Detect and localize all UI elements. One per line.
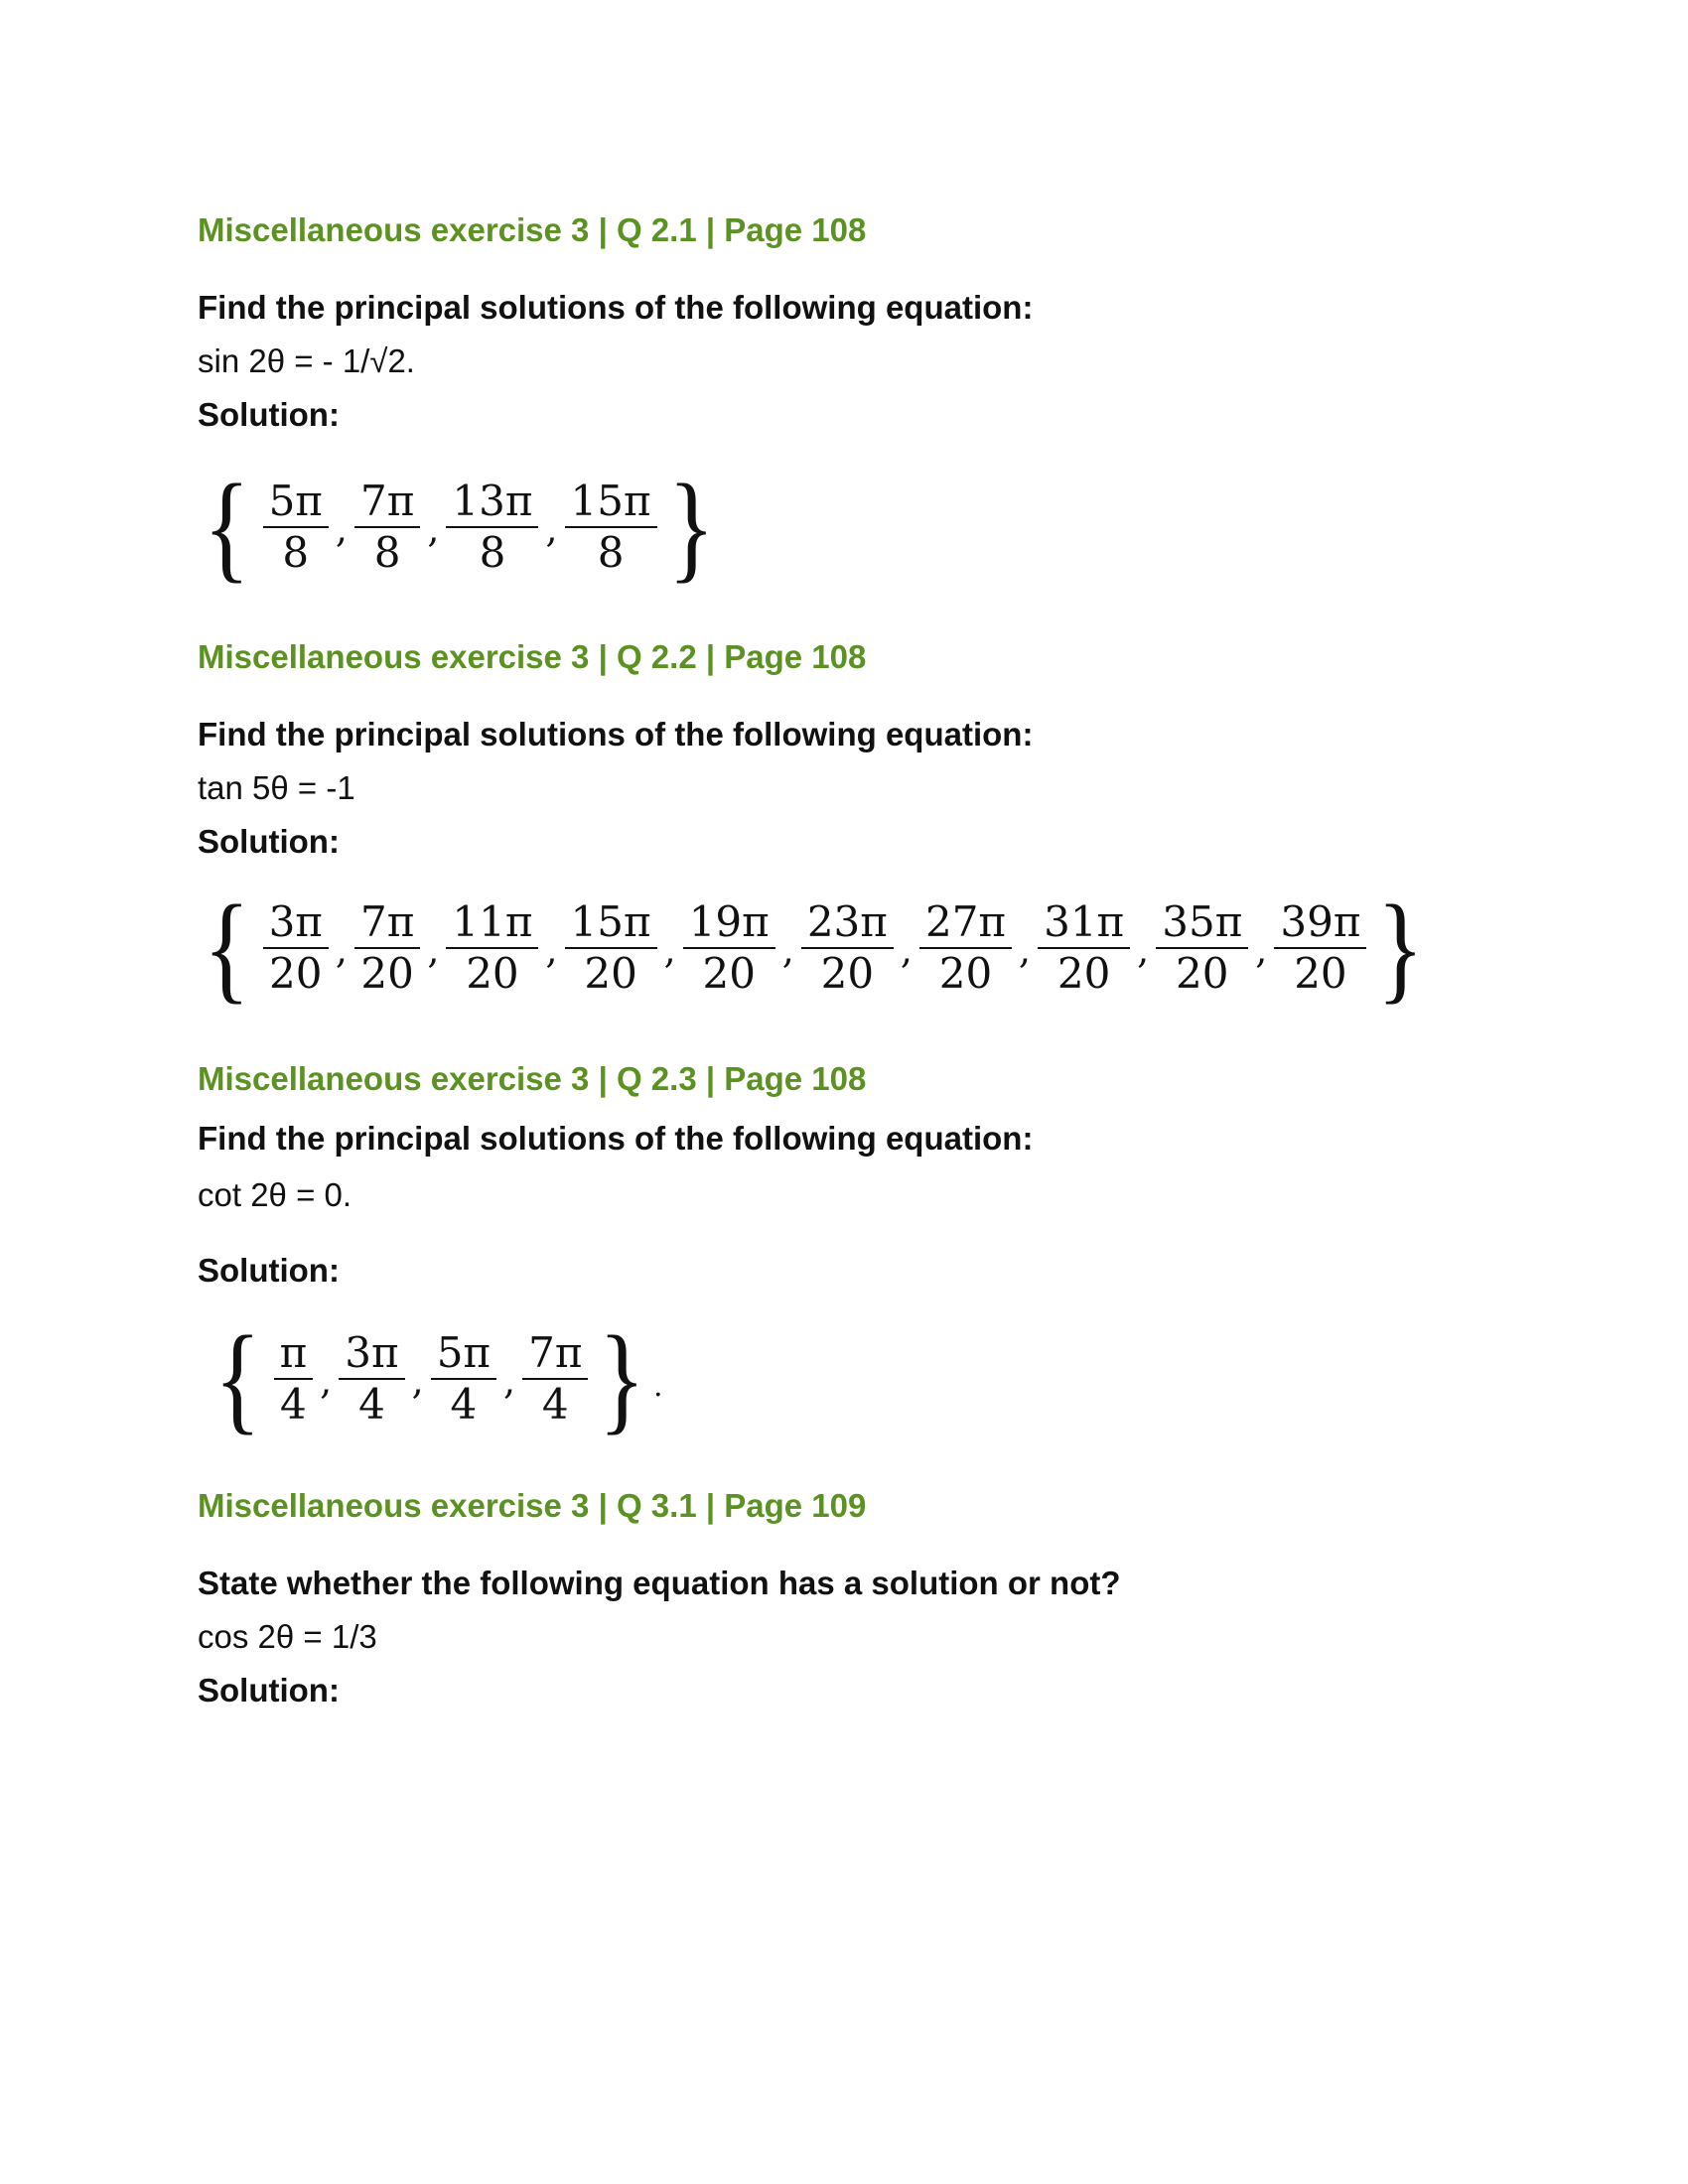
numerator: 11π xyxy=(446,897,538,949)
right-brace: } xyxy=(1377,881,1425,1015)
comma: , xyxy=(1137,928,1150,972)
question-equation-q2-3: cot 2θ = 0. xyxy=(198,1176,352,1213)
denominator: 20 xyxy=(1176,949,1229,998)
fraction xyxy=(522,1328,588,1430)
numerator: 15π xyxy=(565,477,657,528)
numerator: 23π xyxy=(801,897,894,949)
exercise-heading-q3-1[interactable]: Miscellaneous exercise 3 | Q 3.1 | Page 109 xyxy=(198,1487,867,1524)
comma: , xyxy=(545,507,558,551)
fraction xyxy=(431,1328,496,1430)
denominator: 8 xyxy=(479,528,506,577)
question-prompt-q2-2: Find the principal solutions of the following equation: xyxy=(198,716,1034,752)
numerator: 3π xyxy=(339,1328,404,1380)
comma: , xyxy=(320,1359,333,1403)
numerator: 13π xyxy=(446,477,538,528)
left-brace: { xyxy=(213,1311,261,1445)
fraction xyxy=(565,897,657,999)
right-brace: } xyxy=(599,1311,646,1445)
numerator: 7π xyxy=(354,477,420,528)
numerator: 7π xyxy=(522,1328,588,1380)
fraction xyxy=(354,477,420,578)
denominator: 20 xyxy=(360,949,414,998)
comma: , xyxy=(503,1359,516,1403)
fraction xyxy=(274,1328,314,1430)
numerator: 7π xyxy=(354,897,420,949)
fraction xyxy=(446,897,538,999)
denominator: 20 xyxy=(820,949,875,998)
numerator: 31π xyxy=(1038,897,1130,949)
left-brace: { xyxy=(203,460,250,594)
comma: , xyxy=(427,507,440,551)
question-equation-q2-2: tan 5θ = -1 xyxy=(198,769,355,806)
denominator: 20 xyxy=(466,949,519,998)
right-brace: } xyxy=(667,460,715,594)
comma: , xyxy=(900,928,913,972)
solution-label-q2-3: Solution: xyxy=(198,1252,340,1289)
answer-set-q2-3 xyxy=(209,1311,663,1445)
solution-label-q3-1: Solution: xyxy=(198,1672,340,1708)
fraction xyxy=(354,897,420,999)
denominator: 20 xyxy=(269,949,323,998)
comma: , xyxy=(545,928,558,972)
question-prompt-q2-3: Find the principal solutions of the following equation: xyxy=(198,1120,1034,1157)
comma: , xyxy=(1255,928,1268,972)
numerator: 5π xyxy=(431,1328,496,1380)
denominator: 20 xyxy=(1294,949,1347,998)
solution-label-q2-1: Solution: xyxy=(198,396,340,433)
exercise-heading-q2-2[interactable]: Miscellaneous exercise 3 | Q 2.2 | Page 108 xyxy=(198,638,867,675)
fraction xyxy=(919,897,1012,999)
numerator: 15π xyxy=(565,897,657,949)
fraction xyxy=(263,477,329,578)
denominator: 8 xyxy=(597,528,625,577)
numerator: π xyxy=(274,1328,314,1380)
numerator: 39π xyxy=(1274,897,1366,949)
comma: , xyxy=(427,928,440,972)
denominator: 20 xyxy=(1056,949,1111,998)
numerator: 27π xyxy=(919,897,1012,949)
question-equation-q3-1: cos 2θ = 1/3 xyxy=(198,1618,377,1655)
question-equation-q2-1: sin 2θ = - 1/√2. xyxy=(198,342,415,379)
denominator: 8 xyxy=(373,528,401,577)
comma: , xyxy=(663,928,676,972)
denominator: 4 xyxy=(280,1380,307,1429)
fraction xyxy=(683,897,775,999)
comma: , xyxy=(781,928,794,972)
comma: , xyxy=(1019,928,1032,972)
denominator: 20 xyxy=(584,949,637,998)
denominator: 8 xyxy=(282,528,310,577)
fraction xyxy=(1274,897,1366,999)
denominator: 4 xyxy=(358,1380,385,1429)
answer-set-q2-1 xyxy=(198,460,720,594)
numerator: 5π xyxy=(263,477,329,528)
fraction xyxy=(565,477,657,578)
fraction xyxy=(1156,897,1248,999)
exercise-heading-q2-3[interactable]: Miscellaneous exercise 3 | Q 2.3 | Page 108 xyxy=(198,1060,867,1097)
comma: , xyxy=(411,1359,424,1403)
denominator: 4 xyxy=(541,1380,569,1429)
period: . xyxy=(653,1369,663,1404)
left-brace: { xyxy=(203,881,250,1015)
comma: , xyxy=(335,507,348,551)
question-prompt-q3-1: State whether the following equation has a solution or not? xyxy=(198,1565,1121,1601)
numerator: 35π xyxy=(1156,897,1248,949)
numerator: 3π xyxy=(263,897,329,949)
solution-label-q2-2: Solution: xyxy=(198,823,340,860)
comma: , xyxy=(335,928,348,972)
answer-set-q2-2 xyxy=(198,881,1430,1015)
exercise-heading-q2-1[interactable]: Miscellaneous exercise 3 | Q 2.1 | Page 108 xyxy=(198,211,867,248)
fraction xyxy=(263,897,329,999)
fraction xyxy=(801,897,894,999)
question-prompt-q2-1: Find the principal solutions of the following equation: xyxy=(198,289,1034,326)
denominator: 20 xyxy=(702,949,756,998)
numerator: 19π xyxy=(683,897,775,949)
fraction xyxy=(339,1328,404,1430)
denominator: 20 xyxy=(938,949,993,998)
denominator: 4 xyxy=(450,1380,478,1429)
fraction xyxy=(1038,897,1130,999)
fraction xyxy=(446,477,538,578)
